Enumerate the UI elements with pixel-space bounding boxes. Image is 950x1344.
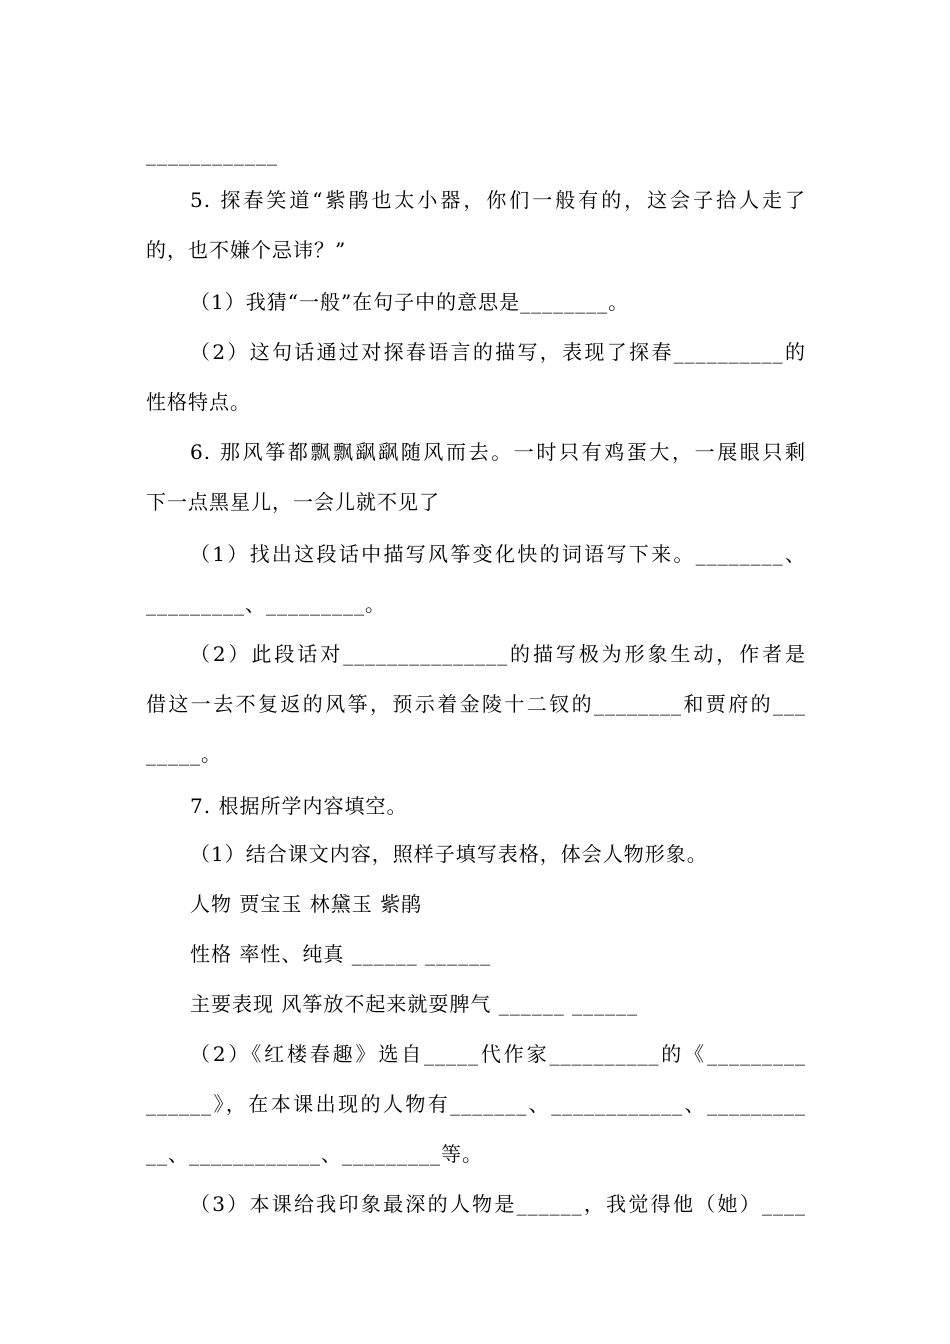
question-7-sub-2-line-2: ______》，在本课出现的人物有_______、____________、_________	[146, 1092, 806, 1116]
table-row-characters: 人物 贾宝玉 林黛玉 紫鹃	[190, 892, 423, 916]
table-row-behavior: 主要表现 风筝放不起来就耍脾气 ______ ______	[190, 992, 639, 1016]
question-7-sub-1: （1）结合课文内容，照样子填写表格，体会人物形象。	[190, 842, 708, 866]
question-6-line-1: 6. 那风筝都飘飘飖飖随风而去。一时只有鸡蛋大，一展眼只剩	[190, 440, 806, 464]
question-5-line-2: 的，也不嫌个忌讳？”	[146, 238, 347, 262]
question-6-line-2: 下一点黑星儿，一会儿就不见了	[146, 490, 440, 514]
question-7-sub-2-line-1: （2）《红楼春趣》选自_____代作家__________的《_________	[190, 1042, 806, 1066]
question-7-sub-2-line-3: __、____________、_________等。	[146, 1142, 483, 1166]
question-5-sub-1: （1）我猜“一般”在句子中的意思是________。	[190, 290, 630, 314]
question-5-sub-2-line-1: （2）这句话通过对探春语言的描写，表现了探春__________的	[190, 340, 806, 364]
question-7-title: 7. 根据所学内容填空。	[190, 794, 408, 818]
question-6-sub-2-line-2: 借这一去不复返的风筝，预示着金陵十二钗的________和贾府的___	[146, 692, 806, 716]
blank-line-continuation: ____________	[146, 142, 278, 166]
question-6-sub-1-line-1: （1）找出这段话中描写风筝变化快的词语写下来。________、	[190, 542, 806, 566]
question-5-sub-2-line-2: 性格特点。	[146, 390, 251, 414]
question-6-sub-2-line-3: _____。	[146, 742, 222, 766]
question-5-line-1: 5. 探春笑道“紫鹃也太小器，你们一般有的，这会子拾人走了	[190, 188, 806, 212]
question-6-sub-1-line-2: _________、_________。	[146, 592, 386, 616]
question-6-sub-2-line-1: （2）此段话对_______________的描写极为形象生动，作者是	[190, 642, 806, 666]
question-7-sub-3-line-1: （3）本课给我印象最深的人物是______，我觉得他（她）____	[190, 1192, 806, 1216]
table-row-personality: 性格 率性、纯真 ______ ______	[190, 942, 492, 966]
